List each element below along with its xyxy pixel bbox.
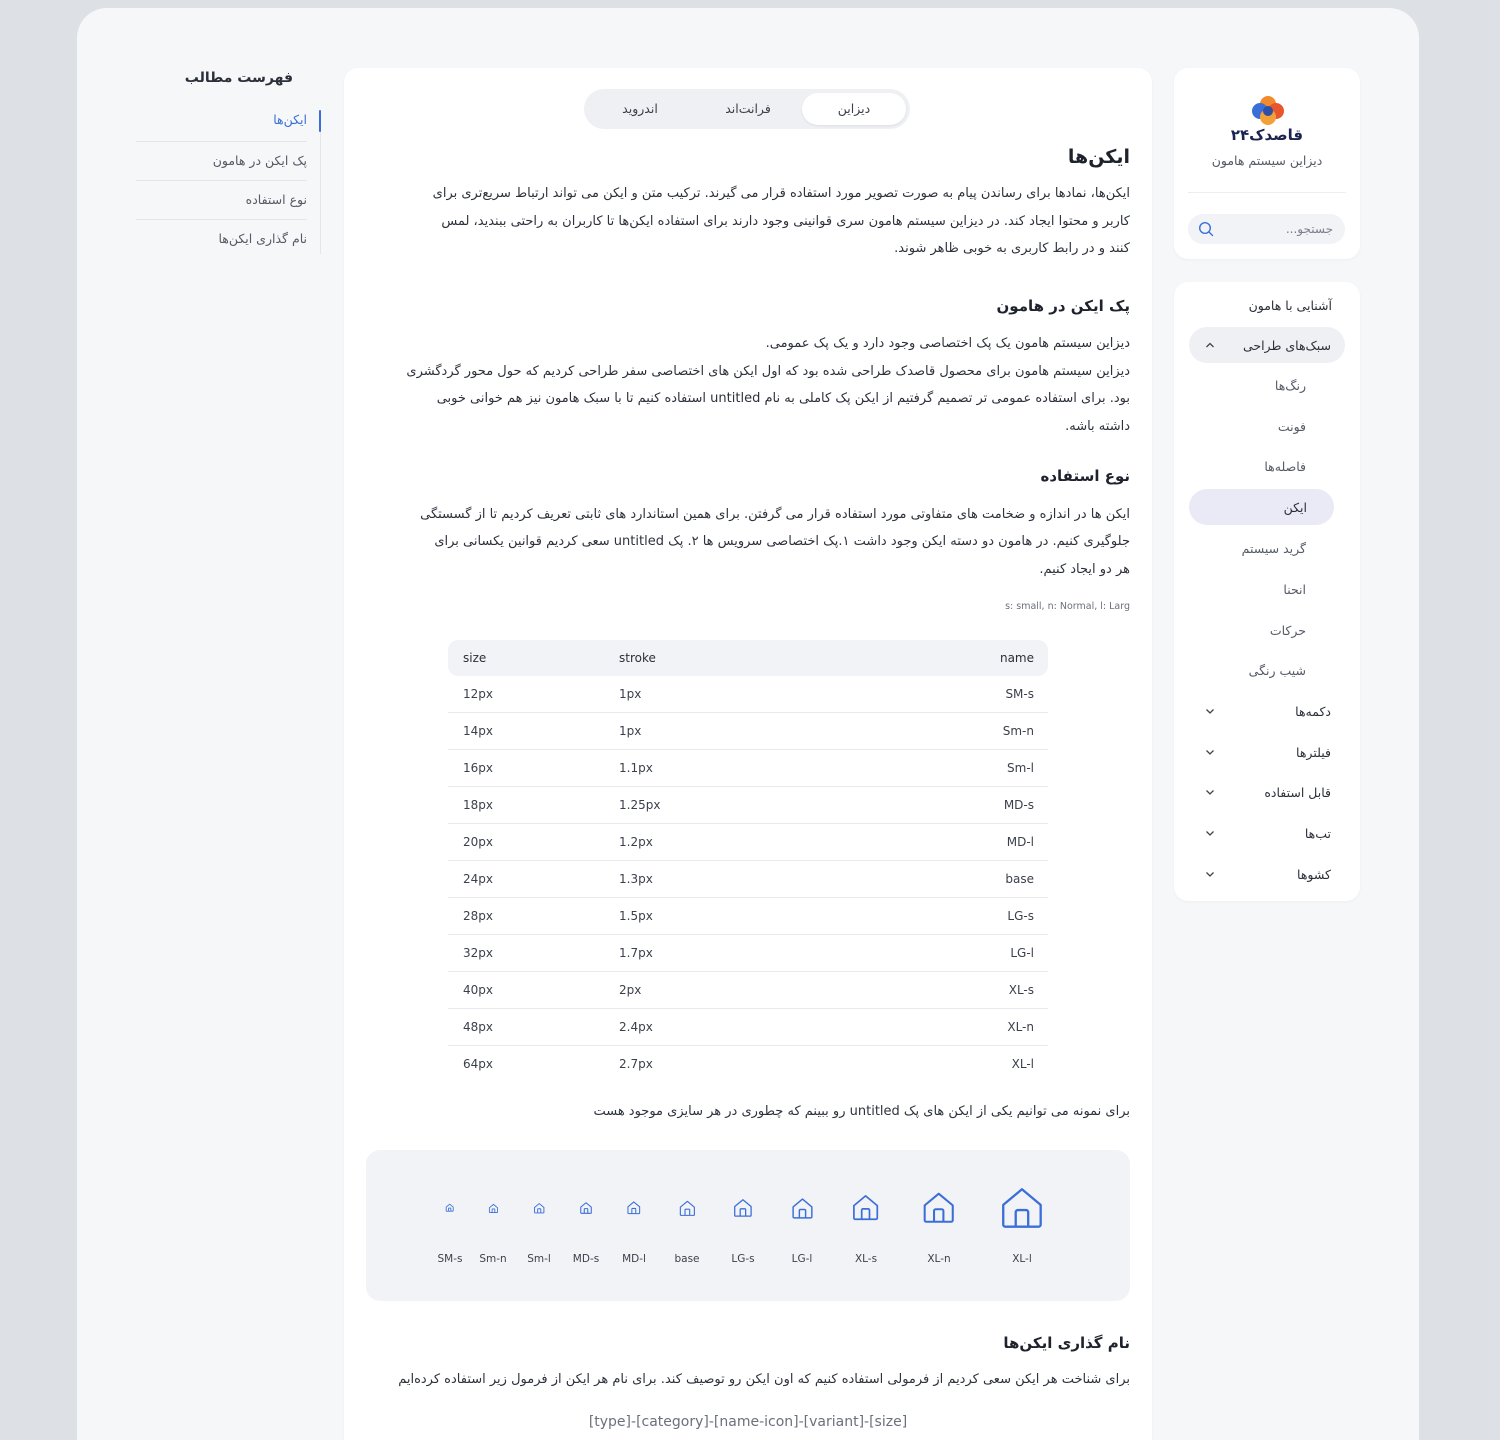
nav-item-label: گرید سیستم: [1241, 540, 1306, 556]
table-body: [448, 676, 1048, 1083]
toc-title: فهرست مطالب: [184, 70, 293, 86]
nav-item-motion[interactable]: [1188, 612, 1346, 648]
icon-size-label: Sm-n: [479, 1253, 507, 1265]
table-header: [448, 640, 1048, 676]
nav-item-spacing[interactable]: [1188, 448, 1346, 484]
cell-name: SM-s: [1005, 687, 1034, 701]
cell-stroke: 2px: [619, 983, 642, 997]
table-row: [448, 1046, 1048, 1083]
nav-item-label: تب‌ها: [1304, 825, 1331, 841]
chevron-down-icon: [1205, 747, 1215, 757]
cell-stroke: 1.1px: [619, 761, 653, 775]
usage-line: هر دو ایجاد کنیم.: [1039, 562, 1130, 577]
nav-item-icon[interactable]: [1189, 489, 1334, 525]
table-row: [448, 898, 1048, 935]
chevron-down-icon: [1205, 828, 1215, 838]
home-icon: [732, 1197, 754, 1219]
table-row: [448, 750, 1048, 787]
nav-item-label: انحنا: [1283, 581, 1306, 597]
nav-item-grid-system[interactable]: [1188, 530, 1346, 566]
cell-stroke: 1px: [619, 687, 642, 701]
cell-size: 28px: [463, 909, 493, 923]
cell-name: LG-s: [1007, 909, 1034, 923]
nav-item-colors[interactable]: [1188, 367, 1346, 403]
side-navigation: [1174, 282, 1360, 901]
chevron-down-icon: [1205, 706, 1215, 716]
sample-description: برای نمونه می توانیم یکی از ایکن های پک untitled رو ببینم که چطوری در هر سایزی موجود هست: [593, 1104, 1130, 1119]
cell-size: 14px: [463, 724, 493, 738]
cell-size: 32px: [463, 946, 493, 960]
table-row: [448, 972, 1048, 1009]
icon-size-label: LG-l: [791, 1253, 813, 1265]
cell-stroke: 1.2px: [619, 835, 653, 849]
cell-size: 64px: [463, 1057, 493, 1071]
nav-item-usable[interactable]: [1189, 774, 1345, 810]
cell-size: 40px: [463, 983, 493, 997]
home-icon: [678, 1199, 697, 1218]
platform-tabs: [584, 89, 910, 129]
cell-size: 20px: [463, 835, 493, 849]
naming-description: برای شناخت هر ایکن سعی کردیم از فرمولی استفاده کنیم که اون ایکن رو توصیف کند. برای نام هر ایکن از فرمول زیر استفاده کرده‌ایم: [398, 1372, 1130, 1387]
header-name: name: [999, 651, 1034, 665]
intro-line: کاربر و محتوا ایجاد کند. در دیزاین سیستم هامون سری قوانینی وجود دارند برای استفاده ایکن‌ها تا کاربران به راحتی ببندید، لمس: [441, 214, 1130, 229]
size-legend-note: s: small, n: Normal, l: Larg: [1005, 601, 1130, 612]
brand-wordmark: قاصدک۲۴: [1230, 126, 1304, 144]
naming-formula: [type]-[category]-[name-icon]-[variant]-[size]: [588, 1414, 908, 1430]
toc-item-naming[interactable]: نام گذاری ایکن‌ها: [136, 219, 307, 258]
tab-android[interactable]: اندروید: [622, 101, 658, 116]
nav-item-label: فونت: [1277, 418, 1306, 434]
intro-line: ایکن‌ها، نمادها برای رساندن پیام به صورت تصویر مورد استفاده قرار می گیرند. ترکیب متن و ایکن می تواند ارتباط سریع‌تری برای: [432, 186, 1130, 201]
intro-line: کنند و در رابط کاربری به خوبی ظاهر شوند.: [894, 241, 1130, 256]
home-icon: [445, 1203, 454, 1212]
cell-size: 48px: [463, 1020, 493, 1034]
header-size: size: [463, 651, 487, 665]
brand-card: [1174, 68, 1360, 259]
nav-item-label: دکمه‌ها: [1295, 703, 1331, 719]
nav-item-radius[interactable]: [1188, 571, 1346, 607]
nav-item-label: فیلترها: [1296, 744, 1331, 760]
section-title-icon-pack: پک ایکن در هامون: [996, 297, 1130, 315]
cell-size: 18px: [463, 798, 493, 812]
cell-name: Sm-l: [1007, 761, 1034, 775]
chevron-up-icon: [1205, 340, 1215, 350]
toc-item-icon-pack[interactable]: پک ایکن در هامون: [136, 141, 307, 180]
usage-line: جلوگیری کنیم. در هامون دو دسته ایکن وجود داشت ۱.پک اختصاصی سرویس ها ۲. پک untitled سعی کردیم قوانین یکسانی برای: [434, 534, 1130, 549]
nav-item-label: سبک‌های طراحی: [1242, 337, 1331, 353]
icon-size-label: base: [674, 1253, 700, 1265]
icon-size-table: [448, 640, 1048, 1083]
table-row: [448, 1009, 1048, 1046]
search-icon[interactable]: [1198, 221, 1214, 237]
cell-stroke: 2.7px: [619, 1057, 653, 1071]
toc-item-icons[interactable]: ایکن‌ها: [273, 112, 307, 127]
nav-item-gradient[interactable]: [1188, 652, 1346, 688]
icon-size-preview: [366, 1150, 1130, 1301]
main-content: [344, 68, 1152, 1440]
cell-name: XL-l: [1011, 1057, 1034, 1071]
cell-name: MD-l: [1006, 835, 1034, 849]
page-title: ایکن‌ها: [1067, 146, 1130, 168]
cell-stroke: 1.25px: [619, 798, 661, 812]
nav-item-filters[interactable]: [1189, 734, 1345, 770]
home-icon: [533, 1202, 545, 1214]
tab-frontend[interactable]: فرانت‌اند: [725, 101, 771, 116]
table-row: [448, 787, 1048, 824]
cell-stroke: 1.5px: [619, 909, 653, 923]
nav-item-font[interactable]: [1188, 408, 1346, 444]
home-icon: [579, 1201, 593, 1215]
cell-size: 12px: [463, 687, 493, 701]
nav-item-design-styles[interactable]: [1189, 327, 1345, 363]
icon-size-label: XL-l: [1012, 1253, 1032, 1265]
pack-line: داشته باشه.: [1065, 419, 1130, 434]
home-icon: [920, 1189, 957, 1226]
pack-line: دیزاین سیستم هامون برای محصول قاصدک طراحی شده بود که اول ایکن های اختصاصی سفر طراحی کردیم که حول محور گردگشری: [406, 364, 1130, 379]
nav-item-intro[interactable]: [1188, 287, 1346, 323]
cell-stroke: 1px: [619, 724, 642, 738]
header-stroke: stroke: [619, 651, 656, 665]
brand-divider: [1188, 192, 1346, 193]
nav-item-label: آشنایی با هامون: [1248, 297, 1332, 313]
cell-size: 24px: [463, 872, 493, 886]
nav-item-label: فاصله‌ها: [1264, 458, 1306, 474]
home-icon: [790, 1196, 815, 1221]
nav-item-label: ایکن: [1283, 499, 1307, 515]
cell-name: XL-n: [1007, 1020, 1034, 1034]
brand-subtitle: دیزاین سیستم هامون: [1211, 153, 1323, 168]
table-row: [448, 713, 1048, 750]
table-row: [448, 861, 1048, 898]
nav-item-label: قابل استفاده: [1264, 784, 1331, 800]
icon-size-label: XL-n: [927, 1253, 951, 1265]
nav-item-tabs[interactable]: [1189, 815, 1345, 851]
icon-size-label: XL-s: [854, 1253, 878, 1265]
home-icon: [850, 1192, 881, 1223]
pack-line: بود. برای استفاده عمومی تر تصمیم گرفتیم از ایکن پک کاملی به نام untitled استفاده کنیم تا با سبک هامون نیز هم خوانی خوبی: [436, 391, 1130, 406]
nav-item-label: کشوها: [1297, 866, 1331, 882]
nav-item-label: رنگ‌ها: [1274, 377, 1306, 393]
cell-stroke: 2.4px: [619, 1020, 653, 1034]
icon-size-label: Sm-l: [527, 1253, 551, 1265]
pack-line: دیزاین سیستم هامون یک پک اختصاصی وجود دارد و یک پک عمومی.: [765, 336, 1130, 351]
icon-size-label: MD-l: [622, 1253, 646, 1265]
home-icon: [626, 1200, 642, 1216]
nav-item-label: شیب رنگی: [1248, 662, 1306, 678]
icon-size-label: SM-s: [437, 1253, 463, 1265]
cell-name: MD-s: [1003, 798, 1034, 812]
section-title-naming: نام گذاری ایکن‌ها: [1003, 1334, 1130, 1352]
cell-stroke: 1.3px: [619, 872, 653, 886]
icon-size-label: MD-s: [572, 1253, 600, 1265]
search-box: [1188, 214, 1345, 244]
cell-name: base: [1005, 872, 1034, 886]
section-title-usage: نوع استفاده: [1040, 467, 1130, 485]
chevron-down-icon: [1205, 787, 1215, 797]
icon-size-label: LG-s: [731, 1253, 755, 1265]
toc-active-indicator: [319, 110, 321, 132]
tab-design[interactable]: دیزاین: [802, 93, 906, 125]
nav-item-drawers[interactable]: [1189, 856, 1345, 892]
home-icon: [488, 1203, 499, 1214]
cell-stroke: 1.7px: [619, 946, 653, 960]
search-input[interactable]: [1223, 220, 1333, 238]
table-row: [448, 676, 1048, 713]
cell-name: Sm-n: [1002, 724, 1034, 738]
nav-item-label: حرکات: [1269, 622, 1306, 638]
table-row: [448, 935, 1048, 972]
home-icon: [997, 1183, 1047, 1233]
chevron-down-icon: [1205, 869, 1215, 879]
cell-name: XL-s: [1008, 983, 1034, 997]
table-row: [448, 824, 1048, 861]
cell-name: LG-l: [1010, 946, 1034, 960]
cell-size: 16px: [463, 761, 493, 775]
nav-item-buttons[interactable]: [1189, 693, 1345, 729]
toc-item-usage[interactable]: نوع استفاده: [136, 180, 307, 219]
usage-line: ایکن ها در اندازه و ضخامت های متفاوتی مورد استفاده قرار می گرفتن. برای همین استاندارد های ثابتی تعریف کردیم تا از گسستگی: [420, 507, 1130, 522]
